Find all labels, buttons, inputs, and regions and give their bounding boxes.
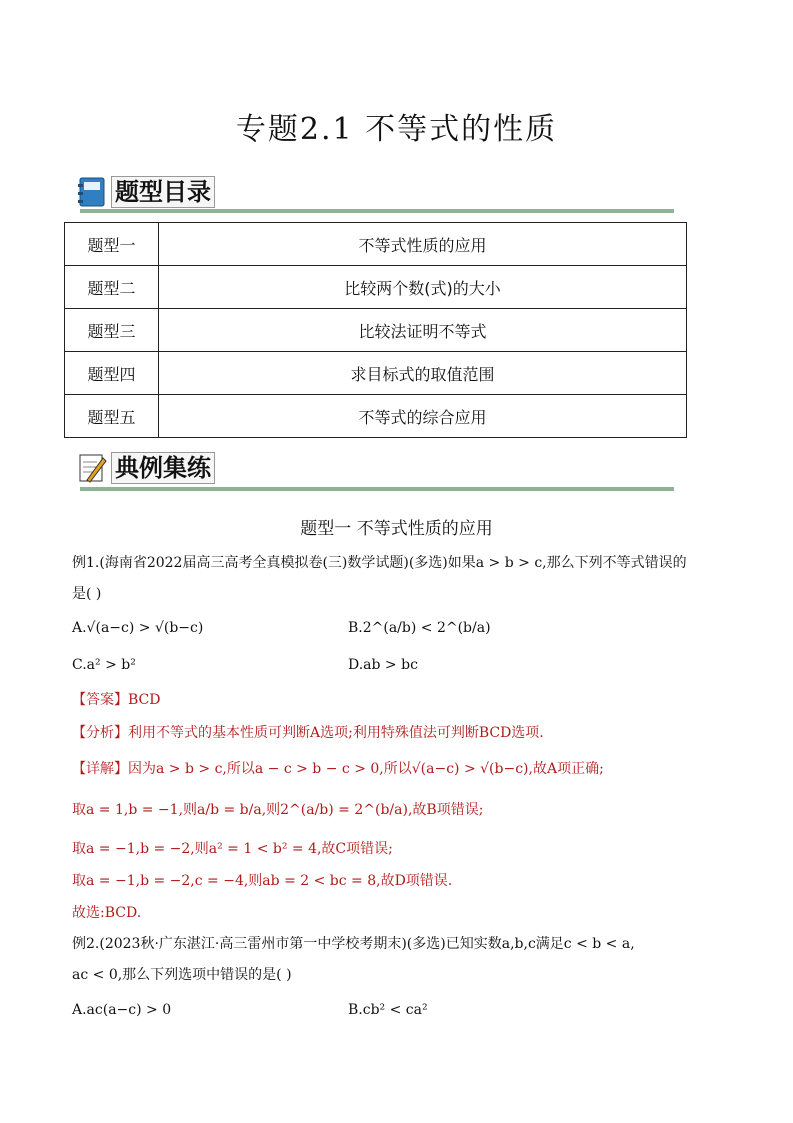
catalog-value: 比较法证明不等式 — [159, 309, 687, 352]
catalog-value: 比较两个数(式)的大小 — [159, 266, 687, 309]
ex2-option-b: B.cb² < ca² — [348, 1002, 428, 1018]
detail-text: 因为a > b > c,所以a − c > b − c > 0,所以√(a−c) > √(b−c),故A项正确; — [128, 761, 604, 777]
ex1-question-line1: 例1.(海南省2022届高三高考全真模拟卷(三)数学试题)(多选)如果a > b > c,那么下列不等式错误的 — [72, 555, 687, 571]
section-title-catalog: 题型目录 — [111, 176, 215, 208]
catalog-key: 题型二 — [65, 266, 159, 309]
catalog-row — [65, 395, 687, 438]
ex2-option-a: A.ac(a−c) > 0 — [72, 1002, 172, 1018]
catalog-value: 不等式性质的应用 — [159, 223, 687, 266]
ex2-question-line1: 例2.(2023秋·广东湛江·高三雷州市第一中学校考期末)(多选)已知实数a,b,c满足c < b < a, — [72, 936, 635, 952]
section-header-catalog — [77, 174, 216, 210]
analysis-label: 【分析】 — [72, 725, 128, 741]
ex1-conclusion: 故选:BCD. — [72, 905, 142, 921]
ex1-option-c: C.a² > b² — [72, 657, 136, 673]
catalog-row — [65, 266, 687, 309]
notebook-icon — [77, 176, 107, 208]
section-divider — [80, 209, 674, 213]
catalog-table — [64, 222, 687, 438]
pencil-note-icon — [77, 452, 107, 484]
answer-value: BCD — [128, 692, 161, 708]
catalog-key: 题型五 — [65, 395, 159, 438]
catalog-row — [65, 352, 687, 395]
ex1-answer — [72, 689, 160, 709]
ex1-detail-line3: 取a = −1,b = −2,则a² = 1 < b² = 4,故C项错误; — [72, 841, 393, 857]
catalog-value: 不等式的综合应用 — [159, 395, 687, 438]
ex1-detail-line2: 取a = 1,b = −1,则a/b = b/a,则2^(a/b) = 2^(b/a),故B项错误; — [72, 802, 484, 818]
catalog-row — [65, 223, 687, 266]
ex1-option-a: A.√(a−c) > √(b−c) — [72, 620, 204, 636]
catalog-key: 题型三 — [65, 309, 159, 352]
ex1-detail-line4: 取a = −1,b = −2,c = −4,则ab = 2 < bc = 8,故D项错误. — [72, 873, 453, 889]
catalog-value: 求目标式的取值范围 — [159, 352, 687, 395]
ex1-analysis — [72, 722, 544, 742]
analysis-text: 利用不等式的基本性质可判断A选项;利用特殊值法可判断BCD选项. — [128, 725, 544, 741]
section-header-examples — [77, 450, 216, 486]
ex1-question-line2: 是( ) — [72, 586, 102, 602]
ex1-detail-line1 — [72, 758, 604, 778]
catalog-row — [65, 309, 687, 352]
subheading: 题型一 不等式性质的应用 — [300, 519, 493, 539]
section-divider — [80, 487, 674, 491]
ex2-question-line2: ac < 0,那么下列选项中错误的是( ) — [72, 967, 292, 983]
ex1-option-b: B.2^(a/b) < 2^(b/a) — [348, 620, 491, 636]
page-title: 专题2.1 不等式的性质 — [235, 112, 558, 147]
catalog-key: 题型一 — [65, 223, 159, 266]
catalog-key: 题型四 — [65, 352, 159, 395]
detail-label: 【详解】 — [72, 761, 128, 777]
section-title-examples: 典例集练 — [111, 452, 215, 484]
answer-label: 【答案】 — [72, 692, 128, 708]
ex1-option-d: D.ab > bc — [348, 657, 418, 673]
